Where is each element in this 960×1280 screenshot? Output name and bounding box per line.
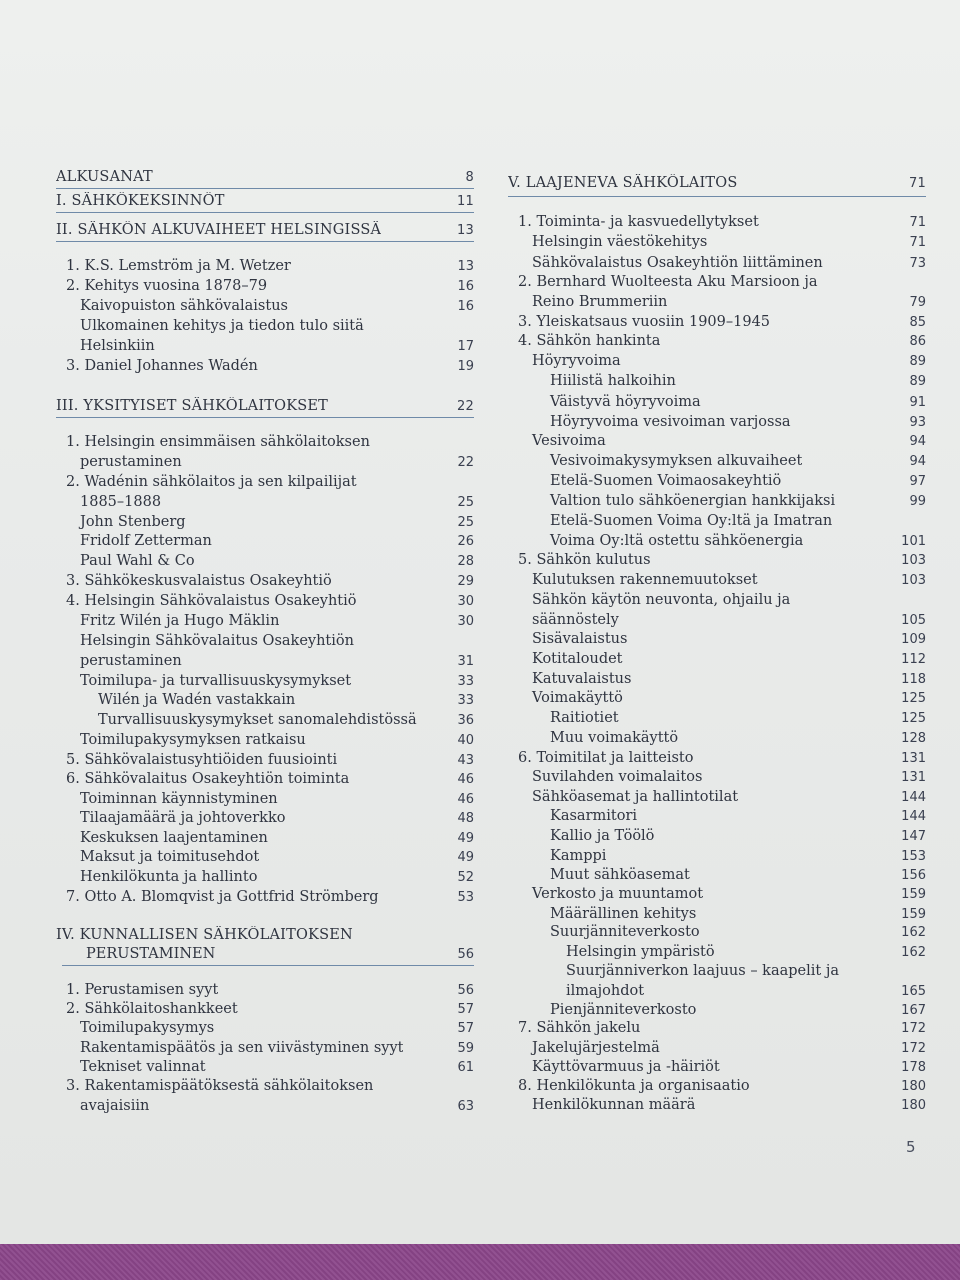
toc-entry <box>56 168 474 187</box>
toc-entry-title: Fridolf Zetterman <box>80 533 212 549</box>
toc-entry <box>508 1096 926 1115</box>
toc-entry-page: 162 <box>901 925 926 940</box>
toc-entry-title: Helsingin ympäristö <box>566 944 715 960</box>
toc-entry-page: 167 <box>901 1003 926 1018</box>
toc-entry-page: 159 <box>901 887 926 902</box>
toc-entry-title: 7. Sähkön jakelu <box>518 1020 641 1036</box>
toc-entry-page: 71 <box>909 235 926 250</box>
toc-entry <box>508 254 926 273</box>
toc-entry-title: 8. Henkilökunta ja organisaatio <box>518 1078 750 1094</box>
toc-entry <box>56 1058 474 1077</box>
toc-entry-title: Turvallisuuskysymykset sanomalehdistössä <box>98 712 417 728</box>
toc-entry-title: Paul Wahl & Co <box>80 553 195 569</box>
toc-entry-page: 165 <box>901 984 926 999</box>
toc-entry-page: 46 <box>457 792 474 807</box>
toc-entry <box>56 1097 474 1116</box>
toc-entry <box>56 888 474 907</box>
toc-entry-page: 153 <box>901 849 926 864</box>
toc-entry-page: 71 <box>909 176 926 191</box>
toc-entry <box>56 652 474 671</box>
toc-entry-title: 4. Helsingin Sähkövalaistus Osakeyhtiö <box>66 593 357 609</box>
toc-entry <box>56 868 474 887</box>
toc-entry <box>508 432 926 451</box>
toc-entry <box>56 357 474 376</box>
toc-entry <box>56 711 474 730</box>
toc-entry <box>508 332 926 351</box>
toc-entry-page: 73 <box>909 256 926 271</box>
toc-entry-page: 49 <box>457 850 474 865</box>
toc-entry-title: 2. Kehitys vuosina 1878–79 <box>66 278 268 294</box>
toc-entry-title: Määrällinen kehitys <box>550 906 697 922</box>
toc-entry-page: 48 <box>457 811 474 826</box>
toc-entry <box>508 1039 926 1058</box>
toc-entry <box>508 492 926 511</box>
toc-entry-title: Hiilistä halkoihin <box>550 373 676 389</box>
toc-entry <box>56 790 474 809</box>
toc-entry-title: Reino Brummeriin <box>532 294 668 310</box>
toc-entry-title: Kulutuksen rakennemuutokset <box>532 572 758 588</box>
toc-entry-page: 49 <box>457 831 474 846</box>
toc-entry-page: 46 <box>457 772 474 787</box>
toc-entry-page: 125 <box>901 711 926 726</box>
toc-entry-title: Kotitaloudet <box>532 651 623 667</box>
toc-entry <box>508 1001 926 1020</box>
toc-entry <box>56 770 474 789</box>
toc-entry-page: 131 <box>901 770 926 785</box>
toc-entry <box>508 670 926 689</box>
toc-entry-title: 3. Rakentamispäätöksestä sähkölaitoksen <box>66 1078 374 1094</box>
toc-entry-page: 101 <box>901 534 926 549</box>
toc-entry <box>508 630 926 649</box>
toc-entry <box>508 943 926 962</box>
toc-entry <box>56 532 474 551</box>
toc-entry-page: 59 <box>457 1041 474 1056</box>
toc-entry <box>508 866 926 885</box>
toc-entry-title: Kamppi <box>550 848 607 864</box>
toc-entry-page: 94 <box>909 454 926 469</box>
toc-entry-page: 8 <box>465 170 474 185</box>
toc-entry-page: 128 <box>901 731 926 746</box>
toc-entry-title: Kaivopuiston sähkövalaistus <box>80 298 288 314</box>
toc-entry-page: 22 <box>457 399 474 414</box>
toc-entry <box>508 905 926 924</box>
toc-entry-page: 28 <box>457 554 474 569</box>
toc-entry <box>508 273 926 292</box>
toc-entry <box>508 982 926 1001</box>
heading-rule <box>508 196 926 197</box>
toc-entry-title: perustaminen <box>80 653 182 669</box>
toc-entry <box>56 612 474 631</box>
toc-entry-page: 109 <box>901 632 926 647</box>
heading-rule <box>56 212 474 213</box>
toc-entry-page: 52 <box>457 870 474 885</box>
toc-entry-page: 103 <box>901 573 926 588</box>
toc-entry <box>508 512 926 531</box>
toc-entry-title: Voimakäyttö <box>532 690 623 706</box>
toc-entry-title: Höyryvoima <box>532 353 621 369</box>
toc-entry-page: 33 <box>457 693 474 708</box>
toc-entry-title: Väistyvä höyryvoima <box>550 394 701 410</box>
toc-entry-title: Ulkomainen kehitys ja tiedon tulo siitä <box>80 318 364 334</box>
toc-entry-page: 147 <box>901 829 926 844</box>
toc-entry-page: 172 <box>901 1021 926 1036</box>
toc-entry-title: Raitiotiet <box>550 710 619 726</box>
toc-entry <box>56 731 474 750</box>
toc-entry-title: Höyryvoima vesivoiman varjossa <box>550 414 791 430</box>
toc-entry <box>56 981 474 1000</box>
toc-entry-page: 89 <box>909 354 926 369</box>
toc-entry <box>508 1058 926 1077</box>
toc-entry <box>508 571 926 590</box>
toc-entry <box>508 847 926 866</box>
toc-entry <box>508 768 926 787</box>
toc-entry-title: Rakentamispäätös ja sen viivästyminen syyt <box>80 1040 404 1056</box>
toc-entry <box>508 962 926 981</box>
toc-entry-page: 16 <box>457 279 474 294</box>
toc-entry-page: 57 <box>457 1021 474 1036</box>
toc-entry-title: Toimilupa- ja turvallisuuskysymykset <box>80 673 352 689</box>
toc-entry-title: Suvilahden voimalaitos <box>532 769 703 785</box>
toc-entry <box>56 751 474 770</box>
heading-rule <box>56 241 474 242</box>
toc-entry-title: Vesivoima <box>532 433 606 449</box>
toc-entry-title: 5. Sähkövalaistusyhtiöiden fuusiointi <box>66 752 338 768</box>
toc-entry-title: 6. Toimitilat ja laitteisto <box>518 750 694 766</box>
toc-entry <box>508 313 926 332</box>
toc-entry-title: 3. Daniel Johannes Wadén <box>66 358 258 374</box>
toc-entry <box>508 293 926 312</box>
toc-entry-page: 71 <box>909 215 926 230</box>
toc-entry <box>56 433 474 452</box>
toc-entry-page: 91 <box>909 395 926 410</box>
toc-entry-title: Suurjänniteverkosto <box>550 924 700 940</box>
toc-entry-title: Valtion tulo sähköenergian hankkijaksi <box>550 493 836 509</box>
toc-entry <box>56 1039 474 1058</box>
toc-entry-title: Toimilupakysymyksen ratkaisu <box>80 732 306 748</box>
toc-entry-title: Muu voimakäyttö <box>550 730 679 746</box>
toc-entry <box>508 1077 926 1096</box>
toc-entry <box>508 532 926 551</box>
toc-entry-page: 26 <box>457 534 474 549</box>
toc-entry-title: 2. Bernhard Wuolteesta Aku Marsioon ja <box>518 274 818 290</box>
toc-entry-page: 17 <box>457 339 474 354</box>
toc-entry <box>56 592 474 611</box>
toc-entry-title: 1. Helsingin ensimmäisen sähkölaitoksen <box>66 434 370 450</box>
toc-entry-title: 3. Sähkökeskusvalaistus Osakeyhtiö <box>66 573 332 589</box>
toc-entry-title: Katuvalaistus <box>532 671 632 687</box>
toc-entry <box>56 691 474 710</box>
toc-entry-page: 178 <box>901 1060 926 1075</box>
toc-entry <box>56 572 474 591</box>
toc-entry-title: 3. Yleiskatsaus vuosiin 1909–1945 <box>518 314 771 330</box>
toc-entry <box>56 809 474 828</box>
toc-entry <box>508 213 926 232</box>
toc-entry <box>508 611 926 630</box>
toc-entry <box>508 689 926 708</box>
toc-entry-title: Käyttövarmuus ja -häiriöt <box>532 1059 720 1075</box>
heading-rule <box>56 188 474 189</box>
toc-entry <box>508 591 926 610</box>
toc-entry-title: Tilaajamäärä ja johtoverkko <box>80 810 286 826</box>
toc-entry-title: IV. KUNNALLISEN SÄHKÖLAITOKSEN <box>56 927 353 943</box>
toc-entry <box>508 452 926 471</box>
toc-entry-title: III. YKSITYISET SÄHKÖLAITOKSET <box>56 398 329 414</box>
toc-entry <box>56 493 474 512</box>
toc-entry-title: 1. Toiminta- ja kasvuedellytykset <box>518 214 759 230</box>
toc-entry-page: 97 <box>909 474 926 489</box>
toc-entry-page: 105 <box>901 613 926 628</box>
toc-entry-page: 56 <box>457 947 474 962</box>
background-surface <box>0 1244 960 1280</box>
toc-entry-title: Jakelujärjestelmä <box>532 1040 660 1056</box>
toc-entry-title: Vesivoimakysymyksen alkuvaiheet <box>550 453 803 469</box>
toc-entry-title: Toiminnan käynnistyminen <box>80 791 278 807</box>
toc-entry <box>508 788 926 807</box>
toc-entry-title: I. SÄHKÖKEKSINNÖT <box>56 193 225 209</box>
toc-entry-page: 99 <box>909 494 926 509</box>
toc-entry-title: Helsinkiin <box>80 338 155 354</box>
toc-entry <box>508 472 926 491</box>
toc-entry-title: Wilén ja Wadén vastakkain <box>98 692 296 708</box>
toc-entry <box>508 551 926 570</box>
toc-entry-page: 85 <box>909 315 926 330</box>
heading-rule <box>56 417 474 418</box>
toc-entry-title: 2. Sähkölaitoshankkeet <box>66 1001 238 1017</box>
toc-entry-page: 31 <box>457 654 474 669</box>
toc-entry <box>56 453 474 472</box>
toc-entry-title: Toimilupakysymys <box>80 1020 215 1036</box>
toc-entry <box>508 233 926 252</box>
toc-entry-page: 63 <box>457 1099 474 1114</box>
toc-entry-page: 53 <box>457 890 474 905</box>
toc-entry-page: 11 <box>457 194 474 209</box>
toc-entry-page: 40 <box>457 733 474 748</box>
toc-entry-title: Voima Oy:ltä ostettu sähköenergia <box>550 533 804 549</box>
toc-entry-page: 33 <box>457 674 474 689</box>
toc-entry-page: 180 <box>901 1098 926 1113</box>
toc-entry-page: 57 <box>457 1002 474 1017</box>
toc-entry-title: Henkilökunta ja hallinto <box>80 869 258 885</box>
toc-entry-title: 2. Wadénin sähkölaitos ja sen kilpailijat <box>66 474 357 490</box>
toc-entry <box>508 413 926 432</box>
toc-entry <box>508 174 926 193</box>
toc-entry <box>508 709 926 728</box>
toc-entry-title: 4. Sähkön hankinta <box>518 333 661 349</box>
toc-entry-title: Sisävalaistus <box>532 631 628 647</box>
toc-entry <box>56 192 474 211</box>
toc-entry-page: 25 <box>457 515 474 530</box>
toc-entry-page: 30 <box>457 614 474 629</box>
toc-entry <box>508 650 926 669</box>
toc-entry-title: Muut sähköasemat <box>550 867 690 883</box>
toc-entry <box>56 829 474 848</box>
toc-entry <box>56 221 474 240</box>
toc-entry-page: 79 <box>909 295 926 310</box>
toc-entry-page: 29 <box>457 574 474 589</box>
toc-entry-page: 180 <box>901 1079 926 1094</box>
toc-entry <box>56 297 474 316</box>
toc-entry-page: 94 <box>909 434 926 449</box>
page-number: 5 <box>906 1138 916 1156</box>
toc-entry-title: 1. K.S. Lemström ja M. Wetzer <box>66 258 291 274</box>
toc-entry-title: Suurjänniverkon laajuus – kaapelit ja <box>566 963 839 979</box>
toc-entry-page: 13 <box>457 259 474 274</box>
toc-entry-page: 144 <box>901 809 926 824</box>
toc-entry-title: Henkilökunnan määrä <box>532 1097 696 1113</box>
toc-entry-title: ALKUSANAT <box>56 169 153 185</box>
toc-entry-title: Etelä-Suomen Voimaosakeyhtiö <box>550 473 782 489</box>
toc-entry-title: 7. Otto A. Blomqvist ja Gottfrid Strömberg <box>66 889 379 905</box>
toc-entry-page: 93 <box>909 415 926 430</box>
toc-entry-title: Sähkövalaistus Osakeyhtiön liittäminen <box>532 255 823 271</box>
toc-entry-title: Fritz Wilén ja Hugo Mäklin <box>80 613 280 629</box>
toc-entry-page: 61 <box>457 1060 474 1075</box>
toc-entry-title: Helsingin väestökehitys <box>532 234 708 250</box>
toc-entry-page: 25 <box>457 495 474 510</box>
toc-entry-title: perustaminen <box>80 454 182 470</box>
toc-entry-page: 19 <box>457 359 474 374</box>
toc-entry <box>508 729 926 748</box>
toc-entry <box>508 393 926 412</box>
toc-entry-page: 103 <box>901 553 926 568</box>
toc-entry-title: 6. Sähkövalaitus Osakeyhtiön toiminta <box>66 771 350 787</box>
toc-entry-page: 13 <box>457 223 474 238</box>
toc-entry <box>56 632 474 651</box>
toc-entry-page: 56 <box>457 983 474 998</box>
toc-entry-title: 5. Sähkön kulutus <box>518 552 651 568</box>
toc-entry-page: 112 <box>901 652 926 667</box>
toc-entry-page: 162 <box>901 945 926 960</box>
toc-entry-title: Helsingin Sähkövalaitus Osakeyhtiön <box>80 633 354 649</box>
toc-entry <box>56 552 474 571</box>
toc-entry-title: Verkosto ja muuntamot <box>532 886 704 902</box>
heading-rule <box>62 965 474 966</box>
toc-entry-page: 89 <box>909 374 926 389</box>
toc-entry-title: 1. Perustamisen syyt <box>66 982 219 998</box>
toc-entry <box>56 1000 474 1019</box>
toc-entry-page: 144 <box>901 790 926 805</box>
toc-entry <box>508 352 926 371</box>
toc-entry-title: Kallio ja Töölö <box>550 828 655 844</box>
toc-entry <box>56 1019 474 1038</box>
toc-entry-page: 86 <box>909 334 926 349</box>
toc-entry-title: säännöstely <box>532 612 619 628</box>
toc-entry-page: 131 <box>901 751 926 766</box>
toc-entry-title: avajaisiin <box>80 1098 150 1114</box>
toc-entry <box>56 672 474 691</box>
toc-entry-title: Etelä-Suomen Voima Oy:ltä ja Imatran <box>550 513 833 529</box>
toc-entry <box>508 885 926 904</box>
toc-entry-page: 16 <box>457 299 474 314</box>
toc-entry <box>56 277 474 296</box>
toc-entry-title: ilmajohdot <box>566 983 645 999</box>
toc-entry <box>56 1077 474 1096</box>
toc-entry <box>56 945 474 964</box>
toc-entry-title: V. LAAJENEVA SÄHKÖLAITOS <box>508 175 738 191</box>
toc-entry <box>56 926 474 945</box>
toc-entry <box>56 337 474 356</box>
toc-entry-page: 125 <box>901 691 926 706</box>
toc-entry <box>508 827 926 846</box>
toc-entry-title: Pienjänniteverkosto <box>550 1002 697 1018</box>
toc-entry <box>508 749 926 768</box>
toc-entry <box>56 397 474 416</box>
toc-entry-title: Sähkön käytön neuvonta, ohjailu ja <box>532 592 791 608</box>
toc-entry-title: PERUSTAMINEN <box>86 946 216 962</box>
toc-entry-title: Kasarmitori <box>550 808 638 824</box>
toc-entry-title: II. SÄHKÖN ALKUVAIHEET HELSINGISSÄ <box>56 222 382 238</box>
toc-entry <box>508 1019 926 1038</box>
toc-entry-page: 43 <box>457 753 474 768</box>
toc-entry-page: 172 <box>901 1041 926 1056</box>
toc-entry-title: Sähköasemat ja hallintotilat <box>532 789 739 805</box>
toc-entry-title: John Stenberg <box>80 514 186 530</box>
toc-entry-page: 36 <box>457 713 474 728</box>
toc-entry-page: 22 <box>457 455 474 470</box>
toc-entry <box>56 257 474 276</box>
toc-entry-title: Maksut ja toimitusehdot <box>80 849 260 865</box>
toc-entry-title: Keskuksen laajentaminen <box>80 830 268 846</box>
toc-entry-page: 156 <box>901 868 926 883</box>
toc-entry <box>508 372 926 391</box>
toc-entry <box>508 923 926 942</box>
toc-entry-page: 159 <box>901 907 926 922</box>
toc-entry <box>56 848 474 867</box>
toc-entry-page: 30 <box>457 594 474 609</box>
toc-entry <box>56 317 474 336</box>
toc-entry <box>56 473 474 492</box>
toc-entry <box>56 513 474 532</box>
toc-entry <box>508 807 926 826</box>
toc-entry-title: Tekniset valinnat <box>80 1059 206 1075</box>
toc-entry-page: 118 <box>901 672 926 687</box>
toc-entry-title: 1885–1888 <box>80 494 162 510</box>
